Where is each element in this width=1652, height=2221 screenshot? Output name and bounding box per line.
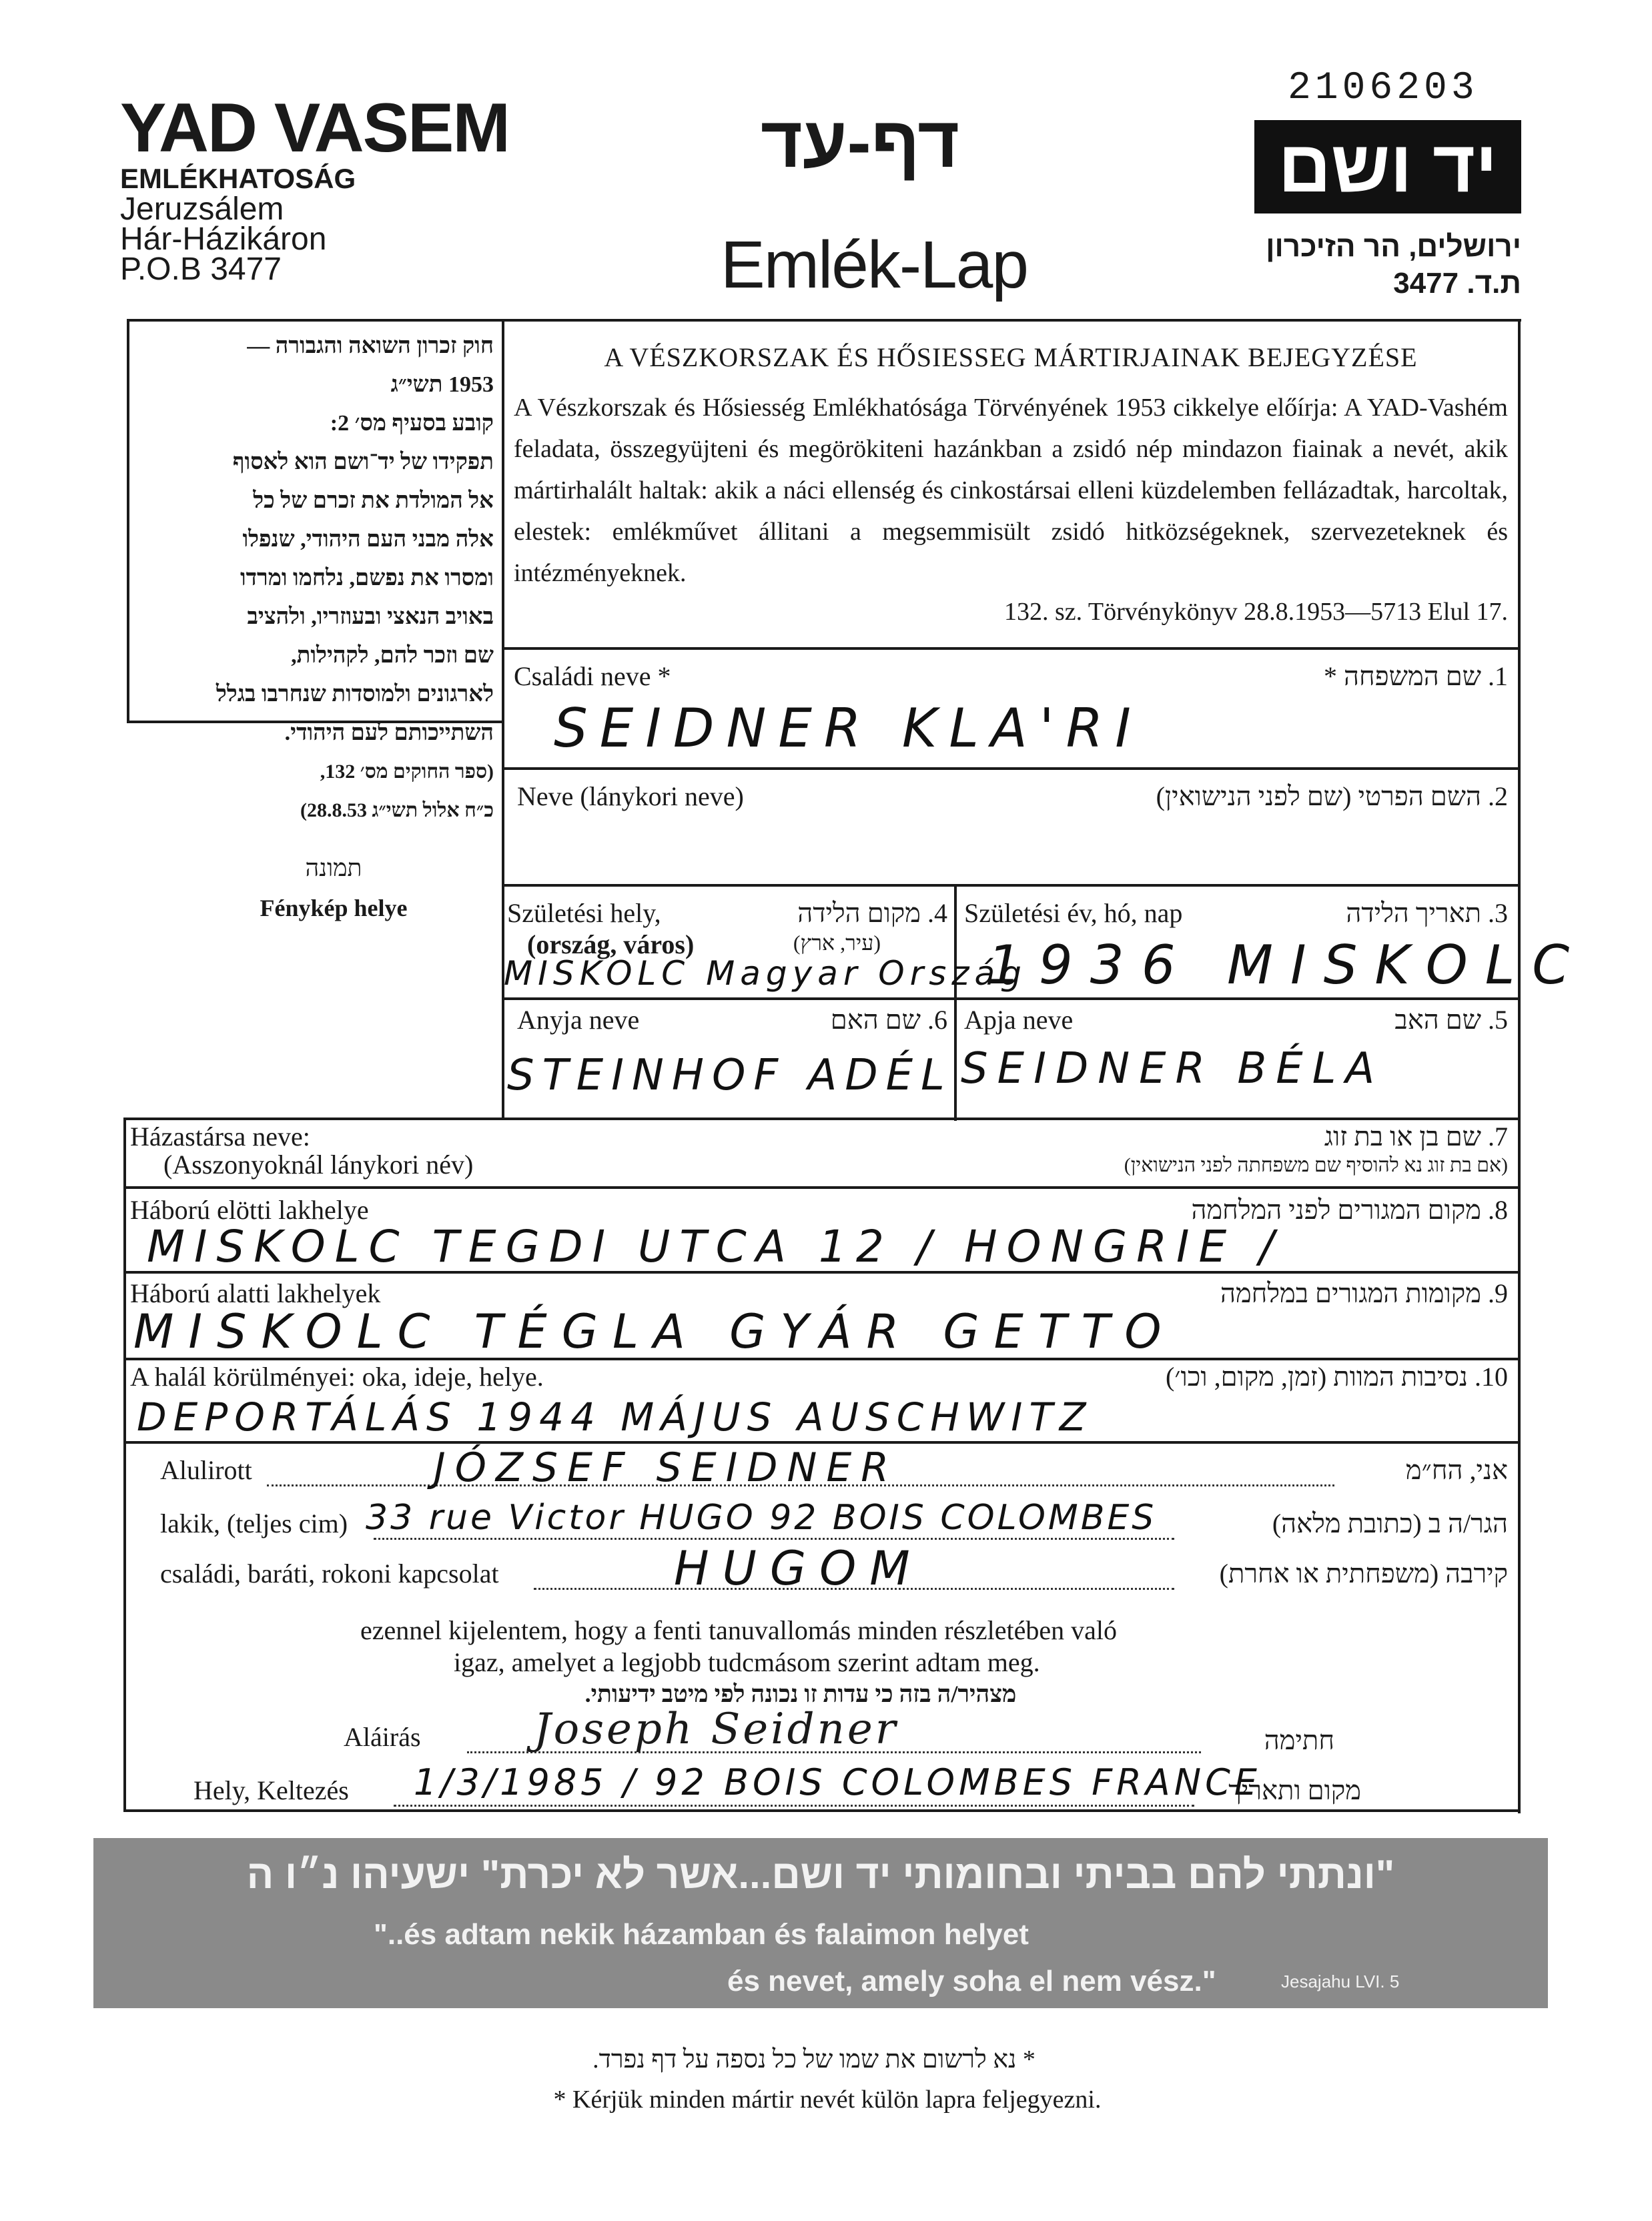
right-rule [1518, 319, 1521, 1813]
declaration-hebrew: מצהיר/ה בזה כי עדות זו נכונה לפי מיטב ידיעותי. [584, 1681, 1017, 1707]
death-circumstances-label: A halál körülményei: oka, ideje, helye. [130, 1362, 544, 1392]
law-line: קובע בסעיף מס׳ 2: [330, 411, 494, 436]
law-line: 1953 תשי״ג [390, 372, 494, 397]
org-line-1: EMLÉKHATOSÁG [120, 163, 356, 194]
spouse-name-sublabel-hebrew: (אם בת זוג נא להוסיף שם משפחתה לפני הנישואין) [1124, 1154, 1508, 1176]
birth-date-label-hebrew: 3. תאריך הלידה [1346, 898, 1508, 928]
wartime-residence-value[interactable]: MISKOLC TÉGLA GYÁR GETTO [133, 1304, 1176, 1359]
rule-after-f5 [123, 1118, 1519, 1120]
prewar-residence-label-hebrew: 8. מקום המגורים לפני המלחמה [1191, 1195, 1508, 1225]
relation-label: családi, baráti, rokoni kapcsolat [160, 1559, 499, 1589]
law-line: תפקידו של יד־ושם הוא לאסוף [232, 450, 494, 474]
photo-label: Fénykép helye [260, 895, 408, 921]
spouse-name-label: Házastársa neve: [130, 1122, 310, 1152]
father-name-label-hebrew: 5. שם האב [1394, 1005, 1508, 1035]
place-date-label-hebrew: מקום ותאריך [1228, 1775, 1361, 1805]
place-date-line [394, 1805, 1194, 1807]
law-line: כ״ח אלול תשי״ג 28.8.53) [300, 799, 494, 821]
birth-column-rule [954, 884, 957, 1121]
lower-left-rule [123, 1118, 126, 1811]
serial-number: 2106203 [1288, 67, 1479, 110]
banner-hungarian-line-2: és nevet, amely soha el nem vész." [727, 1965, 1216, 1997]
prewar-residence-value[interactable]: MISKOLC TEGDI UTCA 12 / HONGRIE / [147, 1221, 1284, 1272]
hebrew-address: ירושלים, הר הזיכרון [1266, 230, 1521, 263]
wartime-residence-label: Háború alatti lakhelyek [130, 1278, 381, 1308]
signature-label-hebrew: חתימה [1264, 1725, 1334, 1755]
law-line: אלה מבני העם היהודי, שנפלו [242, 527, 494, 552]
rule-after-f10 [123, 1441, 1519, 1444]
yad-vashem-logo: יד ושם [1254, 120, 1521, 213]
rule-after-f3 [502, 997, 1519, 1000]
birth-date-value[interactable]: 1936 MISKOLC [987, 934, 1587, 996]
mother-name-value[interactable]: STEINHOF ADÉL [507, 1051, 953, 1100]
relation-value[interactable]: HUGOM [674, 1541, 923, 1596]
rule-after-intro [502, 647, 1519, 650]
law-box-left [127, 319, 129, 722]
mother-name-label: Anyja neve [517, 1005, 640, 1035]
law-line: באויב הנאצי ובעוזריו, ולהציב [247, 604, 494, 629]
birth-date-label: Születési év, hó, nap [964, 898, 1183, 928]
signer-address-value[interactable]: 33 rue Victor HUGO 92 BOIS COLOMBES [366, 1498, 1157, 1538]
signer-name-label: Alulirott [160, 1455, 252, 1485]
law-line: ומסרו את נפשם, נלחמו ומרדו [240, 566, 494, 590]
rule-after-f2 [502, 884, 1519, 887]
birth-place-label-hebrew: 4. מקום הלידה [797, 898, 947, 928]
org-line-3: Hár-Házikáron [120, 221, 327, 257]
law-line: השתייכותם לעם היהודי. [284, 721, 494, 745]
birth-place-value[interactable]: MISKOLC Magyar Ország [504, 954, 1027, 993]
law-text [130, 327, 494, 830]
signature-label: Aláirás [344, 1722, 421, 1752]
banner-hebrew: "ונתתי להם בביתי ובחומותי יד ושם...אשר לא יכרת" ישעיהו נ״ו ה [246, 1852, 1395, 1897]
signature-value[interactable]: Joseph Seidner [534, 1705, 899, 1754]
law-line: (ספר החוקים מס׳ 132, [320, 761, 494, 783]
father-name-value[interactable]: SEIDNER BÉLA [961, 1044, 1384, 1093]
given-name-label: Neve (lánykori neve) [517, 781, 744, 811]
family-name-value[interactable]: SEIDNER KLA'RI [554, 697, 1143, 759]
law-line: שם וזכר להם, לקהילות, [291, 643, 494, 668]
rule-after-f7 [123, 1186, 1519, 1189]
given-name-label-hebrew: 2. השם הפרטי (שם לפני הנישואין) [1156, 781, 1508, 811]
signer-name-label-hebrew: אני, הח״מ [1405, 1455, 1508, 1485]
intro-title: A VÉSZKORSZAK ÉS HŐSIESSEG MÁRTIRJAINAK BEJEGYZÉSE [604, 342, 1418, 372]
birth-place-label: Születési hely, [507, 898, 661, 928]
wartime-residence-label-hebrew: 9. מקומות המגורים במלחמה [1220, 1278, 1508, 1308]
declaration-line-2: igaz, amelyet a legjobb tudcmásom szerint adtam meg. [454, 1647, 1040, 1677]
footnote-hebrew: * נא לרשום את שמו של כל נספה על דף נפרד. [592, 2046, 1036, 2074]
family-name-label: Családi neve * [514, 661, 671, 691]
spouse-name-label-hebrew: 7. שם בן או בת זוג [1324, 1122, 1508, 1152]
prewar-residence-label: Háború elötti lakhelye [130, 1195, 369, 1225]
place-date-label: Hely, Keltezés [193, 1775, 349, 1805]
org-title: YAD VASEM [120, 89, 510, 167]
family-name-label-hebrew: 1. שם המשפחה * [1324, 661, 1508, 691]
signer-address-label-hebrew: הגר/ה ב (כתובת מלאה) [1272, 1508, 1508, 1538]
org-line-4: P.O.B 3477 [120, 252, 282, 287]
birth-place-sublabel-hebrew: (עיר, ארץ) [793, 931, 881, 955]
death-circumstances-value[interactable]: DEPORTÁLÁS 1944 MÁJUS AUSCHWITZ [137, 1394, 1093, 1440]
hebrew-form-title: דף-עד [761, 101, 960, 182]
form-title: Emlék-Lap [721, 228, 1027, 302]
birth-place-sublabel: (ország, város) [527, 929, 695, 959]
banner-reference: Jesajahu LVI. 5 [1281, 1971, 1400, 1991]
hebrew-po-box: ת.ד. 3477 [1393, 267, 1521, 300]
law-line: לארגונים ולמוסדות שנחרבו בגלל [216, 682, 494, 707]
death-circumstances-label-hebrew: 10. נסיבות המוות (זמן, מקום, וכו׳) [1165, 1362, 1508, 1392]
top-rule [127, 319, 1521, 322]
photo-label-hebrew: תמונה [305, 855, 362, 881]
law-line: אל המולדת את זכרם של כל [253, 488, 494, 513]
intro-reference: 132. sz. Törvénykönyv 28.8.1953—5713 Elul 17. [1003, 598, 1508, 626]
signer-address-label: lakik, (teljes cim) [160, 1508, 348, 1538]
law-line: חוק זכרון השואה והגבורה — [247, 334, 494, 358]
bottom-rule [123, 1809, 1519, 1812]
footnote: * Kérjük minden mártir nevét külön lapra feljegyezni. [553, 2086, 1102, 2114]
scripture-banner [93, 1838, 1548, 2008]
mother-name-label-hebrew: 6. שם האם [830, 1005, 947, 1035]
declaration-line-1: ezennel kijelentem, hogy a fenti tanuvallomás minden részletében való [360, 1615, 1118, 1645]
rule-after-f1 [502, 767, 1519, 770]
signer-name-value[interactable]: JÓZSEF SEIDNER [434, 1444, 898, 1491]
spouse-name-sublabel: (Asszonyoknál lánykori név) [163, 1150, 474, 1180]
banner-hungarian-line-1: "..és adtam nekik házamban és falaimon helyet [374, 1918, 1029, 1951]
signer-address-line [374, 1538, 1174, 1540]
father-name-label: Apja neve [964, 1005, 1074, 1035]
intro-body: A Vészkorszak és Hősiesség Emlékhatósága Törvényének 1953 cikkelye előírja: A YAD-Vashém feladata, összegyüjteni és megörökiteni hazánkban a zsidó nép mindazon fiainak a nevét, akik mártirhalált haltak: akik a náci ellenség és cinkostársai elleni küzdelemben fellázadtak, harcoltak, elestek: emlékművet állitani a megsemmisült zsidó hitközségeknek, szervezeteknek és intézményeknek. [514, 394, 1508, 587]
relation-label-hebrew: קירבה (משפחתית או אחרת) [1219, 1559, 1508, 1589]
place-date-value[interactable]: 1/3/1985 / 92 BOIS COLOMBES FRANCE [414, 1761, 1261, 1803]
org-line-2: Jeruzsálem [120, 191, 284, 227]
